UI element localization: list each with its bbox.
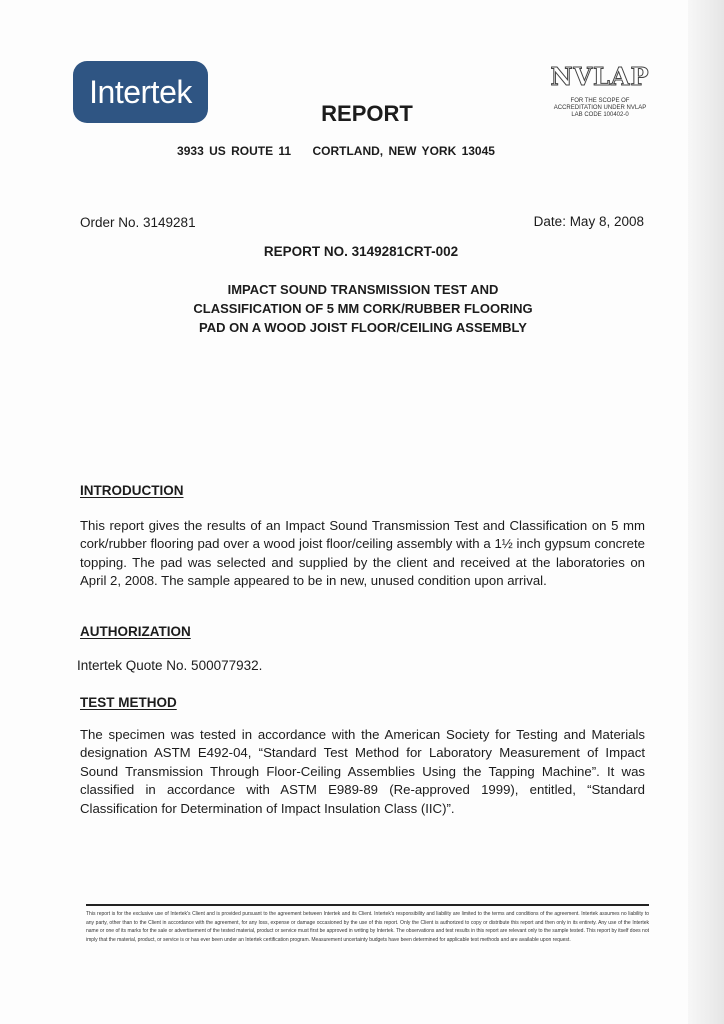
subject-line: PAD ON A WOOD JOIST FLOOR/CEILING ASSEMBLY	[199, 320, 527, 335]
accreditation-note	[540, 98, 660, 119]
accreditation-note-line: FOR THE SCOPE OF	[570, 98, 630, 104]
address-city: CORTLAND, NEW YORK 13045	[312, 144, 495, 158]
footer-rule	[86, 904, 649, 906]
report-date: Date: May 8, 2008	[533, 214, 644, 229]
test-method-heading: TEST METHOD	[80, 695, 177, 710]
introduction-heading: INTRODUCTION	[80, 483, 184, 498]
footer-disclaimer: This report is for the exclusive use of Intertek's Client and is provided pursuant to the agreement between Intertek and its Client. Intertek's responsibility and liability are limited to the terms and conditions of the agreement. Intertek assumes no liability to any party, other than to the Client in accordance with the agreement, for any loss, expense or damage occasioned by the use of this report. Only the Client is authorized to copy or distribute this report and then only in its entirety. Any use of the Intertek name or one of its marks for the sale or advertisement of the tested material, product or service must first be approved in writing by Intertek. The observations and test results in this report are relevant only to the sample tested. This report by itself does not imply that the material, product, or service is or has ever been under an Intertek certification program. Measurement uncertainty budgets have been determined for applicable test methods and are available upon request.	[86, 911, 649, 944]
authorization-heading: AUTHORIZATION	[80, 624, 191, 639]
scan-edge-shadow	[688, 0, 724, 1024]
nvlap-accreditation	[540, 62, 660, 119]
authorization-text: Intertek Quote No. 500077932.	[77, 658, 263, 673]
test-method-text: The specimen was tested in accordance with the American Society for Testing and Materials designation ASTM E492-04, “Standard Test Method for Laboratory Measurement of Impact Sound Transmission Through Floor-Ceiling Assemblies Using the Tapping Machine”. It was classified in accordance with ASTM E989-89 (Re-approved 1999), entitled, “Standard Classification for Determination of Impact Insulation Class (IIC)”.	[80, 727, 645, 816]
subject-line: IMPACT SOUND TRANSMISSION TEST AND	[227, 282, 499, 297]
lab-address	[0, 144, 672, 158]
introduction-text: This report gives the results of an Impact Sound Transmission Test and Classification on 5 mm cork/rubber flooring pad over a wood joist floor/ceiling assembly with a 1½ inch gypsum concrete topping. The pad was selected and supplied by the client and received at the laboratories on April 2, 2008. The sample appeared to be in new, unused condition upon arrival.	[80, 518, 645, 589]
intertek-logo: Intertek	[73, 61, 208, 123]
address-street: 3933 US ROUTE 11	[177, 144, 292, 158]
report-number: REPORT NO. 3149281CRT-002	[263, 244, 459, 259]
accreditation-note-line: LAB CODE 100402-0	[571, 112, 629, 118]
order-number: Order No. 3149281	[80, 215, 196, 230]
report-title: REPORT	[321, 101, 413, 126]
accreditation-note-line: ACCREDITATION UNDER NVLAP	[553, 105, 647, 111]
report-subject	[0, 280, 724, 337]
subject-line: CLASSIFICATION OF 5 MM CORK/RUBBER FLOORING	[193, 301, 533, 316]
nvlap-logo: NVLAP	[550, 62, 650, 91]
